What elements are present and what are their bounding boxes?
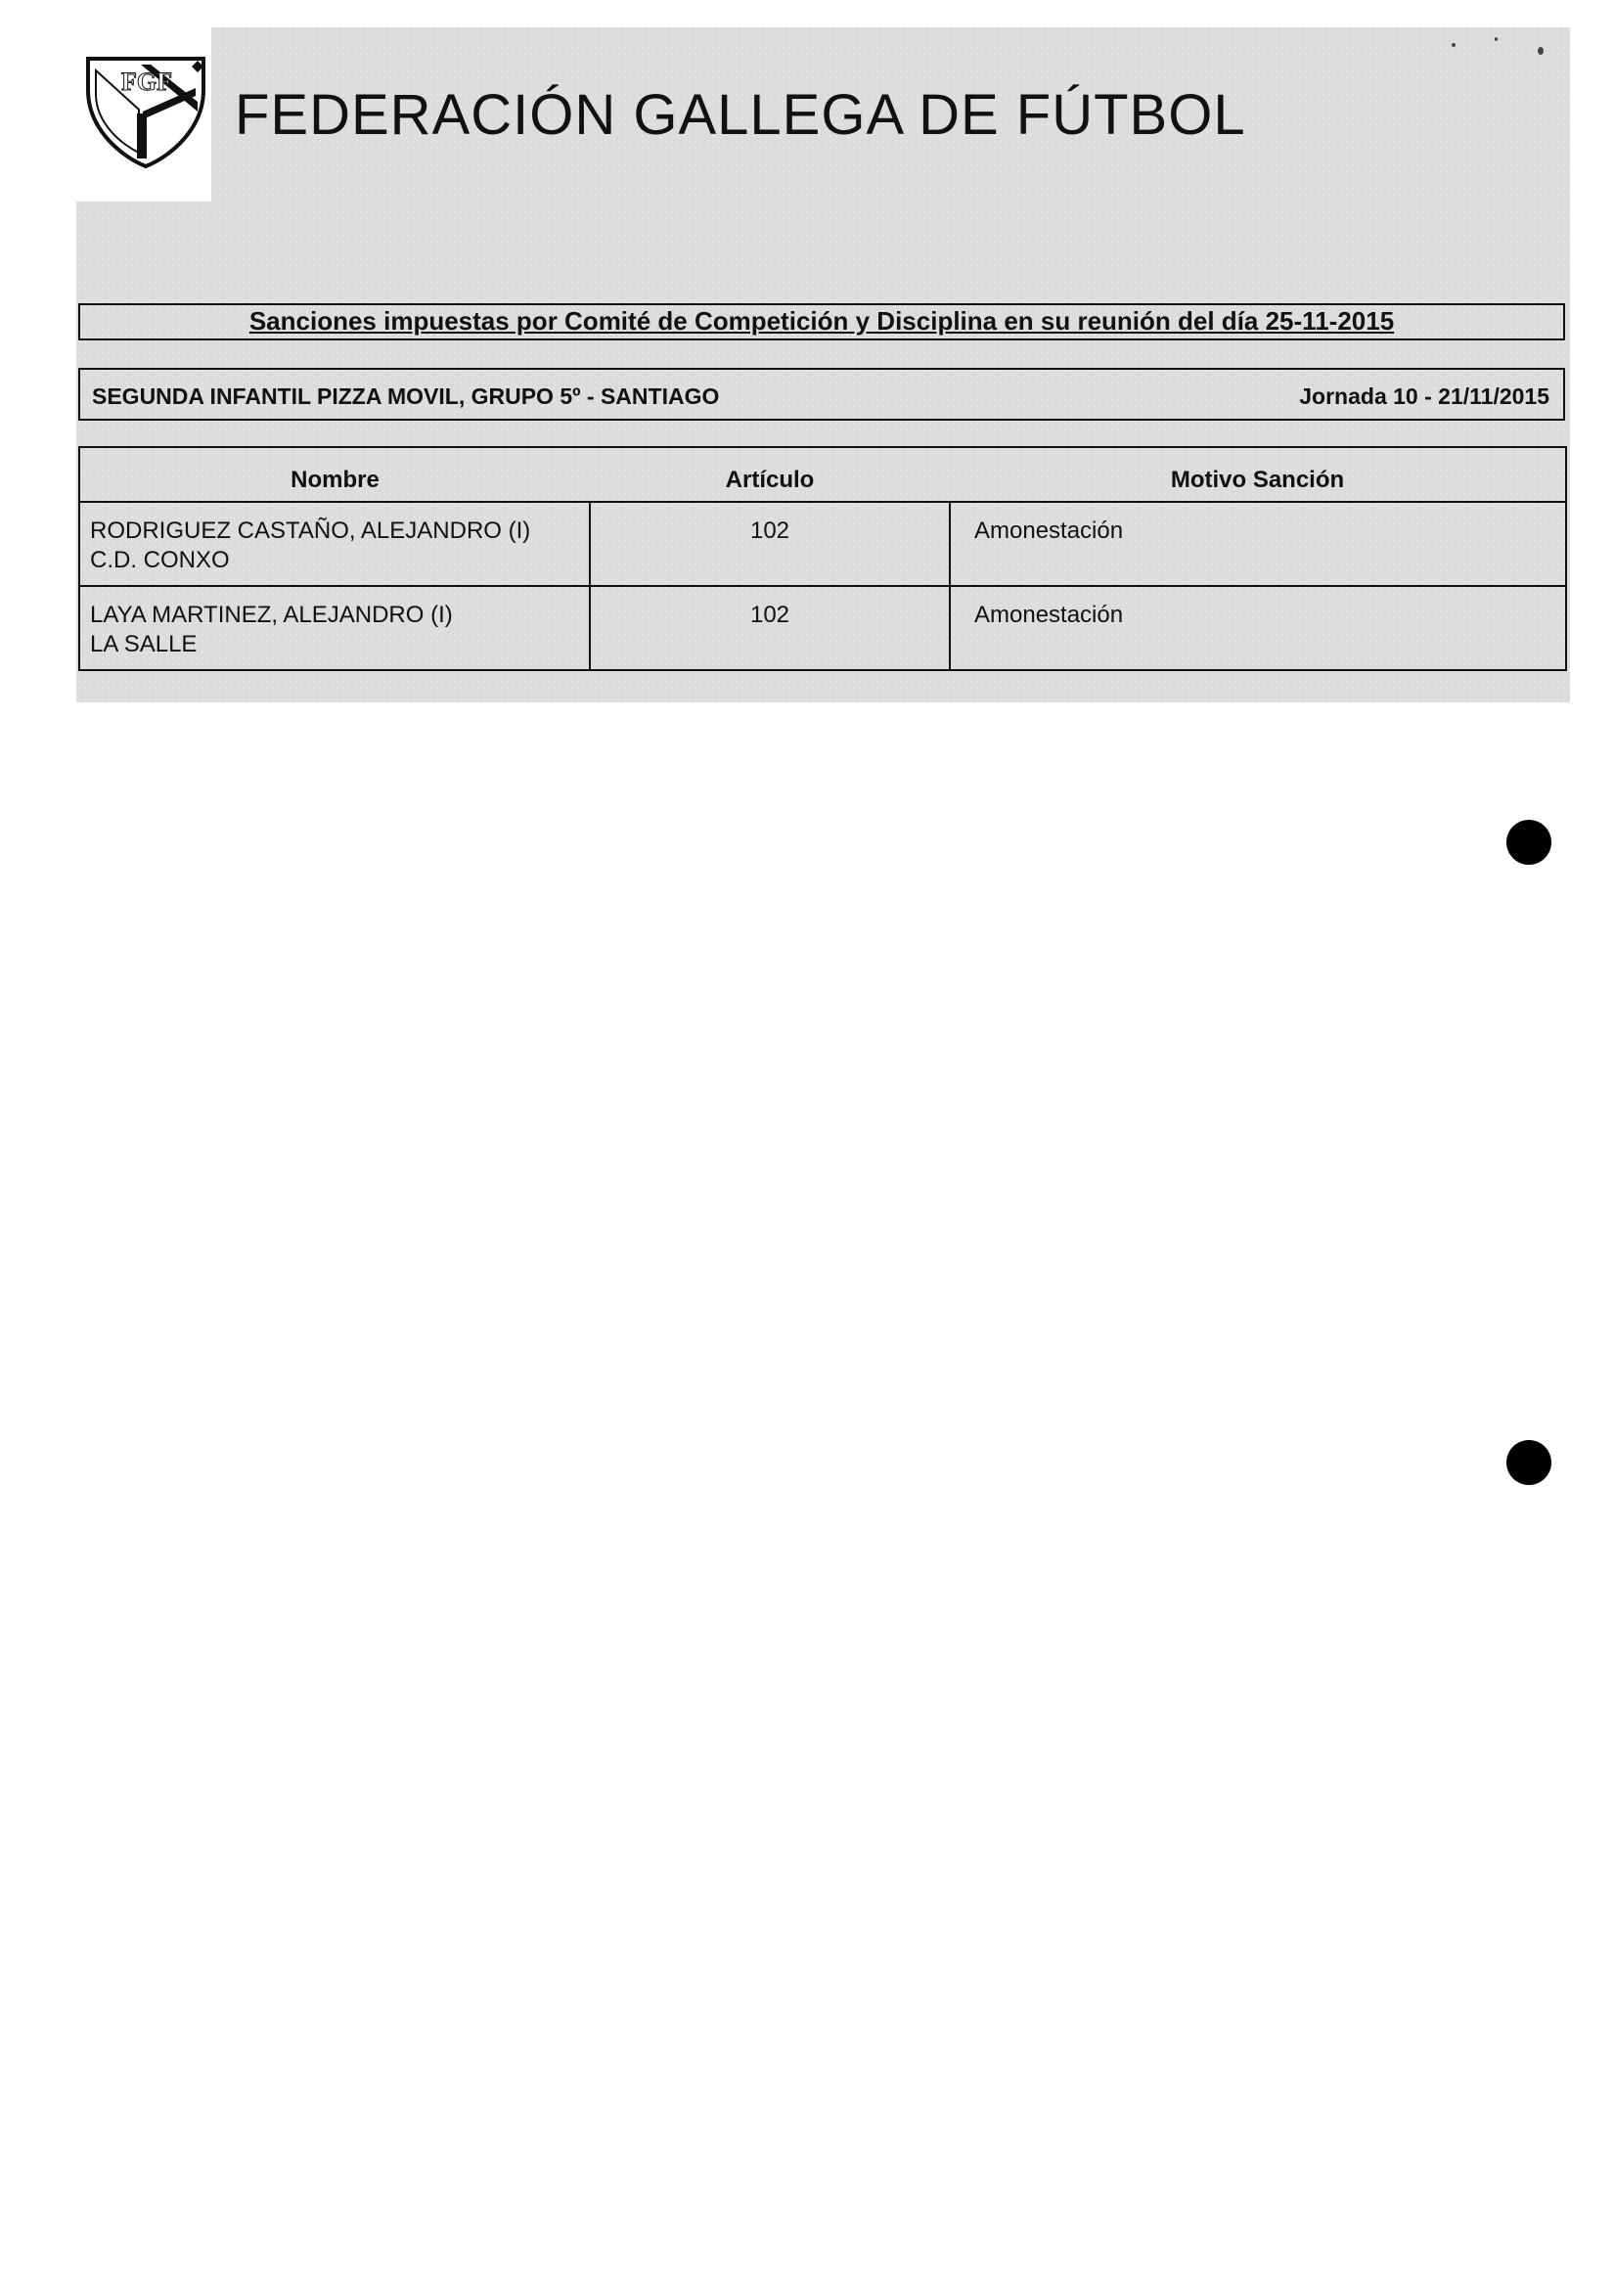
competition-group-box (78, 368, 1565, 421)
reason-cell: Amonestación (950, 502, 1566, 586)
player-name: LAYA MARTINEZ, ALEJANDRO (I) (90, 602, 453, 628)
column-header-motivo: Motivo Sanción (950, 447, 1566, 502)
team-name: LA SALLE (90, 631, 198, 657)
binder-hole-bottom (1506, 1440, 1551, 1485)
column-header-articulo: Artículo (590, 447, 950, 502)
reason-cell: Amonestación (950, 586, 1566, 670)
binder-hole-top (1506, 820, 1551, 865)
article-cell: 102 (590, 586, 950, 670)
column-header-nombre: Nombre (79, 447, 590, 502)
scan-speck (1538, 47, 1544, 55)
table-row (79, 502, 1566, 586)
team-name: C.D. CONXO (90, 547, 230, 573)
table-header-row (79, 447, 1566, 502)
player-cell (79, 502, 590, 586)
sanctions-table (78, 446, 1567, 671)
fgf-shield-logo-icon (82, 51, 209, 170)
scan-speck (1452, 43, 1456, 47)
scan-speck (1495, 37, 1498, 41)
jornada-date: Jornada 10 - 21/11/2015 (1299, 383, 1549, 409)
player-name: RODRIGUEZ CASTAÑO, ALEJANDRO (I) (90, 518, 531, 544)
svg-text:FGF: FGF (121, 68, 172, 96)
session-title: Sanciones impuestas por Comité de Competición y Disciplina en su reunión del día 25-11-2015 (78, 303, 1565, 340)
player-cell (79, 586, 590, 670)
table-row (79, 586, 1566, 670)
organization-title: FEDERACIÓN GALLEGA DE FÚTBOL (235, 83, 1246, 147)
article-cell: 102 (590, 502, 950, 586)
competition-group-name: SEGUNDA INFANTIL PIZZA MOVIL, GRUPO 5º - SANTIAGO (92, 383, 720, 409)
